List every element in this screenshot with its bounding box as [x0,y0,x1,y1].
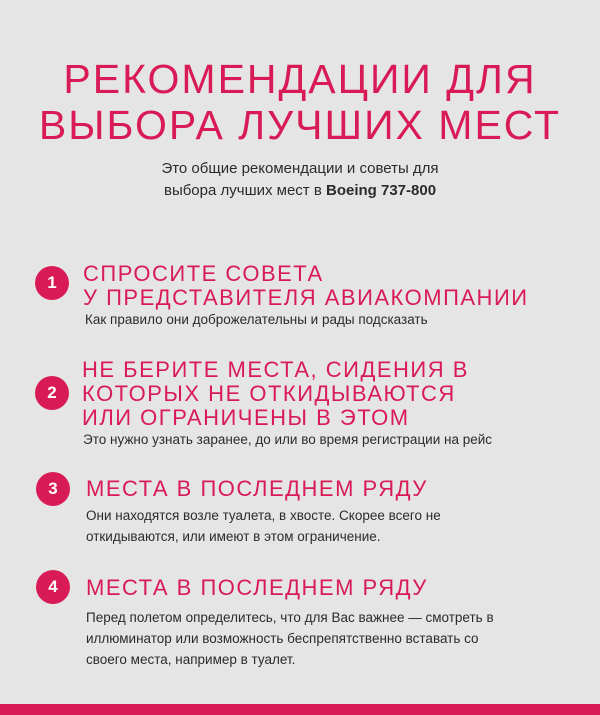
page-title-line-2: ВЫБОРА ЛУЧШИХ МЕСТ [38,102,562,148]
step-description-4-line-2: иллюминатор или возможность беспрепятственно вставать со [86,631,479,646]
step-heading-4-line-1: МЕСТА В ПОСЛЕДНЕМ РЯДУ [86,575,428,600]
step-heading-2-line-3: ИЛИ ОГРАНИЧЕНЫ В ЭТОМ [82,405,410,430]
step-description-3-line-1: Они находятся возле туалета, в хвосте. Скорее всего не [86,508,441,523]
step-heading-3-line-1: МЕСТА В ПОСЛЕДНЕМ РЯДУ [86,476,428,501]
intro-line-2 [0,180,600,202]
step-description-4-line-3: своего места, например в туалет. [86,652,296,667]
step-description-1 [85,309,428,330]
step-heading-1 [83,262,529,310]
step-description-4-line-1: Перед полетом определитесь, что для Вас важнее — смотреть в [86,610,494,625]
step-description-4 [86,607,494,670]
step-description-2 [83,429,492,450]
page-title-line-1: РЕКОМЕНДАЦИИ ДЛЯ [63,56,537,102]
step-heading-4 [86,576,428,600]
page-title [0,56,600,148]
step-description-1-line-1: Как правило они доброжелательны и рады подсказать [85,312,428,327]
step-heading-2 [82,358,469,430]
step-description-2-line-1: Это нужно узнать заранее, до или во время регистрации на рейс [83,432,493,447]
step-description-3-line-2: откидываются, или имеют в этом ограничение. [86,529,381,544]
step-number-badge-4: 4 [36,570,70,604]
bottom-accent-bar [0,704,600,715]
step-number-badge-1: 1 [35,266,69,300]
step-heading-3 [86,477,428,501]
step-number-badge-3: 3 [36,472,70,506]
aircraft-model: Boeing 737-800 [325,182,437,199]
step-heading-2-line-1: НЕ БЕРИТЕ МЕСТА, СИДЕНИЯ В [82,357,469,382]
intro-line-1: Это общие рекомендации и советы для [161,160,439,177]
step-heading-1-line-1: СПРОСИТЕ СОВЕТА [83,261,324,286]
intro-line-2-prefix: выбора лучших мест в [163,182,326,199]
step-heading-2-line-2: КОТОРЫХ НЕ ОТКИДЫВАЮТСЯ [82,381,456,406]
step-number-badge-2: 2 [35,376,69,410]
step-heading-1-line-2: У ПРЕДСТАВИТЕЛЯ АВИАКОМПАНИИ [83,285,529,310]
step-description-3 [86,505,441,547]
intro-text [0,158,600,202]
